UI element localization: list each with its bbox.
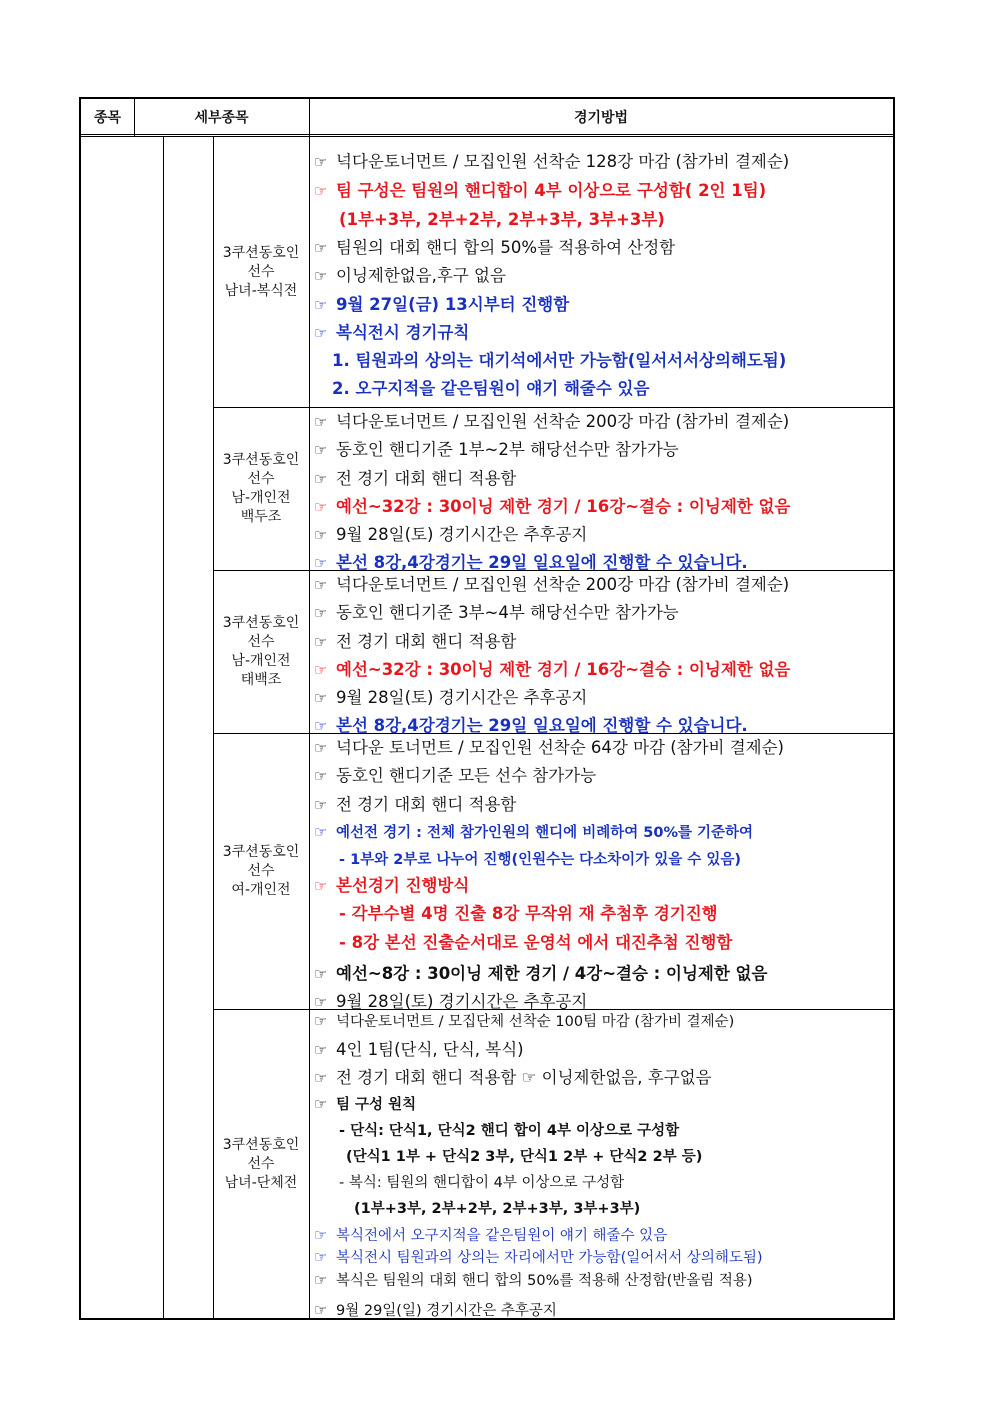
rule-text: 복식은 팀원의 대회 핸디 합의 50%를 적용해 산정함(반올림 적용) [336,1273,753,1289]
rule-line [314,988,587,1012]
rule-line [332,347,786,371]
rule-text: 팀원의 대회 핸디 합의 50%를 적용하여 산정함 [336,238,676,257]
rule-line [314,549,748,573]
rule-line [314,712,748,736]
rule-line [314,872,469,896]
pointing-hand-icon: ☞ [314,739,328,757]
rule-line [314,791,516,815]
rule-text: 9월 29일(일) 경기시간은 추후공지 [336,1303,557,1319]
rule-text: - 8강 본선 진출순서대로 운영석 에서 대진추첨 진행함 [339,933,733,952]
rule-text: 팀 구성 원칙 [336,1097,417,1113]
rule-text: 예선~32강 : 30이닝 제한 경기 / 16강~결승 : 이닝제한 없음 [336,660,791,679]
rule-text: 예선~8강 : 30이닝 제한 경기 / 4강~결승 : 이닝제한 없음 [336,964,768,983]
pointing-hand-icon: ☞ [314,441,328,459]
rule-line [346,1145,702,1166]
rule-line [314,1010,734,1031]
rule-text: (단식1 1부 + 단식2 3부, 단식1 2부 + 단식2 2부 등) [346,1149,703,1165]
rule-line [314,1036,524,1060]
rule-text: 본선 8강,4강경기는 29일 일요일에 진행할 수 있습니다. [336,553,748,572]
rule-line [314,465,516,489]
rule-line [314,1064,712,1088]
pointing-hand-icon: ☞ [314,413,328,431]
rule-line [314,1093,416,1114]
rule-line [314,571,789,595]
pointing-hand-icon: ☞ [314,661,328,679]
rule-line [314,262,506,286]
rule-line [314,628,516,652]
rule-text: 동호인 핸디기준 모든 선수 참가가능 [336,766,597,785]
divider [134,99,135,137]
rule-text: 전 경기 대회 핸디 적용함 [336,469,517,488]
rule-text: 넉다운 토너먼트 / 모집인원 선착순 64강 마감 (참가비 결제순) [336,738,784,757]
rule-text: 이닝제한없음,후구 없음 [336,266,506,285]
pointing-hand-icon: ☞ [314,1226,328,1244]
rule-line [339,206,665,230]
sub-event-label: 선수 [247,633,275,650]
sub-event-label: 태백조 [240,671,282,688]
rule-text: 4인 1팀(단식, 단식, 복식) [336,1040,524,1059]
rule-line [339,1171,624,1192]
rule-text: 9월 28일(토) 경기시간은 추후공지 [336,992,588,1011]
pointing-hand-icon: ☞ [314,1095,328,1113]
sub-event-label: 백두조 [240,508,282,525]
rule-line [314,656,790,680]
rule-text: 9월 27일(금) 13시부터 진행함 [336,295,570,314]
rule-text: 1. 팀원과의 상의는 대기석에서만 가능함(일서서서상의해도됨) [332,351,787,370]
rule-line [314,521,587,545]
rule-line [314,1246,763,1267]
rule-text: - 복식: 팀원의 핸디합이 4부 이상으로 구성함 [339,1175,625,1191]
sub-event-label: 선수 [247,470,275,487]
rule-line [314,493,790,517]
rule-line [314,291,569,315]
pointing-hand-icon: ☞ [314,767,328,785]
header-event: 종목 [93,109,122,126]
rule-text: 본선 8강,4강경기는 29일 일요일에 진행할 수 있습니다. [336,716,748,735]
rule-text: 전 경기 대회 핸디 적용함 ☞ 이닝제한없음, 후구없음 [336,1068,712,1087]
pointing-hand-icon: ☞ [314,823,328,841]
rule-text: - 1부와 2부로 나누어 진행(인원수는 다소차이가 있을 수 있음) [339,852,741,868]
rule-text: 넉다운토너먼트 / 모집인원 선착순 128강 마감 (참가비 결제순) [336,152,790,171]
header-sub-event: 세부종목 [194,109,249,126]
sub-event-label: 3쿠션동호인 [222,843,300,860]
pointing-hand-icon: ☞ [314,498,328,516]
rule-text: 예선~32강 : 30이닝 제한 경기 / 16강~결승 : 이닝제한 없음 [336,497,791,516]
pointing-hand-icon: ☞ [314,470,328,488]
sub-event-cell [214,1009,308,1320]
rule-text: 넉다운토너먼트 / 모집단체 선착순 100팀 마감 (참가비 결제순) [336,1014,735,1030]
sub-event-label: 선수 [247,263,275,280]
rule-line [314,148,789,172]
rule-text: 복식전에서 오구지적을 같은팀원이 얘기 해줄수 있음 [336,1228,668,1244]
rule-line [354,1197,640,1218]
rule-line [314,734,784,758]
pointing-hand-icon: ☞ [314,324,328,342]
rule-text: - 각부수별 4명 진출 8강 무작위 재 추첨후 경기진행 [339,904,718,923]
pointing-hand-icon: ☞ [314,1041,328,1059]
pointing-hand-icon: ☞ [314,717,328,735]
rule-line [314,684,587,708]
divider [309,99,310,1318]
rule-text: - 단식: 단식1, 단식2 핸디 합이 4부 이상으로 구성함 [339,1123,680,1139]
pointing-hand-icon: ☞ [314,526,328,544]
pointing-hand-icon: ☞ [314,267,328,285]
rule-line [314,821,753,842]
rule-text: 예선전 경기 : 전체 참가인원의 핸디에 비례하여 50%를 기준하여 [336,825,754,841]
sub-event-label: 3쿠션동호인 [222,451,300,468]
pointing-hand-icon: ☞ [314,633,328,651]
pointing-hand-icon: ☞ [314,796,328,814]
rule-line [339,929,732,953]
pointing-hand-icon: ☞ [314,239,328,257]
rule-line [314,177,766,201]
header-method: 경기방법 [573,109,629,126]
rules-table [79,97,895,1320]
sub-event-label: 선수 [247,862,275,879]
rule-line [339,1119,679,1140]
rule-text: 동호인 핸디기준 1부~2부 해당선수만 참가가능 [336,440,679,459]
rule-text: (1부+3부, 2부+2부, 2부+3부, 3부+3부) [354,1201,641,1217]
sub-event-label: 3쿠션동호인 [222,614,300,631]
sub-event-label: 남녀-복식전 [224,282,298,299]
rule-text: 전 경기 대회 핸디 적용함 [336,795,517,814]
pointing-hand-icon: ☞ [314,1069,328,1087]
sub-event-label: 선수 [247,1156,275,1172]
rule-text: (1부+3부, 2부+2부, 2부+3부, 3부+3부) [339,210,665,229]
pointing-hand-icon: ☞ [314,993,328,1011]
pointing-hand-icon: ☞ [314,1271,328,1289]
pointing-hand-icon: ☞ [314,1248,328,1266]
rule-text: 동호인 핸디기준 3부~4부 해당선수만 참가가능 [336,603,679,622]
sub-event-cell [214,407,308,570]
pointing-hand-icon: ☞ [314,296,328,314]
rule-text: 2. 오구지적을 같은팀원이 얘기 해줄수 있음 [332,379,650,398]
sub-event-cell [214,570,308,733]
rule-line [314,1224,667,1245]
sub-event-label: 3쿠션동호인 [222,1137,300,1153]
rule-text: 9월 28일(토) 경기시간은 추후공지 [336,688,588,707]
pointing-hand-icon: ☞ [314,1012,328,1030]
rule-text: 넉다운토너먼트 / 모집인원 선착순 200강 마감 (참가비 결제순) [336,412,790,431]
table-header [81,99,893,137]
rule-text: 넉다운토너먼트 / 모집인원 선착순 200강 마감 (참가비 결제순) [336,575,790,594]
rule-line [314,960,767,984]
rule-line [314,762,596,786]
pointing-hand-icon: ☞ [314,877,328,895]
rule-line [339,848,741,869]
pointing-hand-icon: ☞ [314,554,328,572]
pointing-hand-icon: ☞ [314,965,328,983]
sub-event-label: 남-개인전 [231,652,291,669]
pointing-hand-icon: ☞ [314,153,328,171]
pointing-hand-icon: ☞ [314,604,328,622]
rule-line [339,900,718,924]
pointing-hand-icon: ☞ [314,182,328,200]
sub-event-cell [214,137,308,407]
rule-text: 본선경기 진행방식 [336,876,470,895]
rule-text: 9월 28일(토) 경기시간은 추후공지 [336,525,588,544]
divider [163,137,164,1318]
sub-event-label: 3쿠션동호인 [222,244,300,261]
pointing-hand-icon: ☞ [314,576,328,594]
rule-line [314,319,469,343]
rule-line [314,599,679,623]
rule-line [314,436,679,460]
rule-text: 팀 구성은 팀원의 핸디합이 4부 이상으로 구성함( 2인 1팀) [336,181,767,200]
pointing-hand-icon: ☞ [314,1301,328,1319]
rule-line [314,1269,753,1290]
pointing-hand-icon: ☞ [314,689,328,707]
sub-event-label: 여-개인전 [231,881,291,898]
rule-text: 복식전시 팀원과의 상의는 자리에서만 가능함(일어서서 상의해도됨) [336,1250,763,1266]
rule-line [314,408,789,432]
rule-line [314,1299,557,1320]
rule-text: 복식전시 경기규칙 [336,323,470,342]
sub-event-cell [214,733,308,1009]
sub-event-label: 남녀-단체전 [224,1175,298,1191]
rule-text: 전 경기 대회 핸디 적용함 [336,632,517,651]
sub-event-label: 남-개인전 [231,489,291,506]
rule-line [314,234,675,258]
rule-line [332,375,649,399]
